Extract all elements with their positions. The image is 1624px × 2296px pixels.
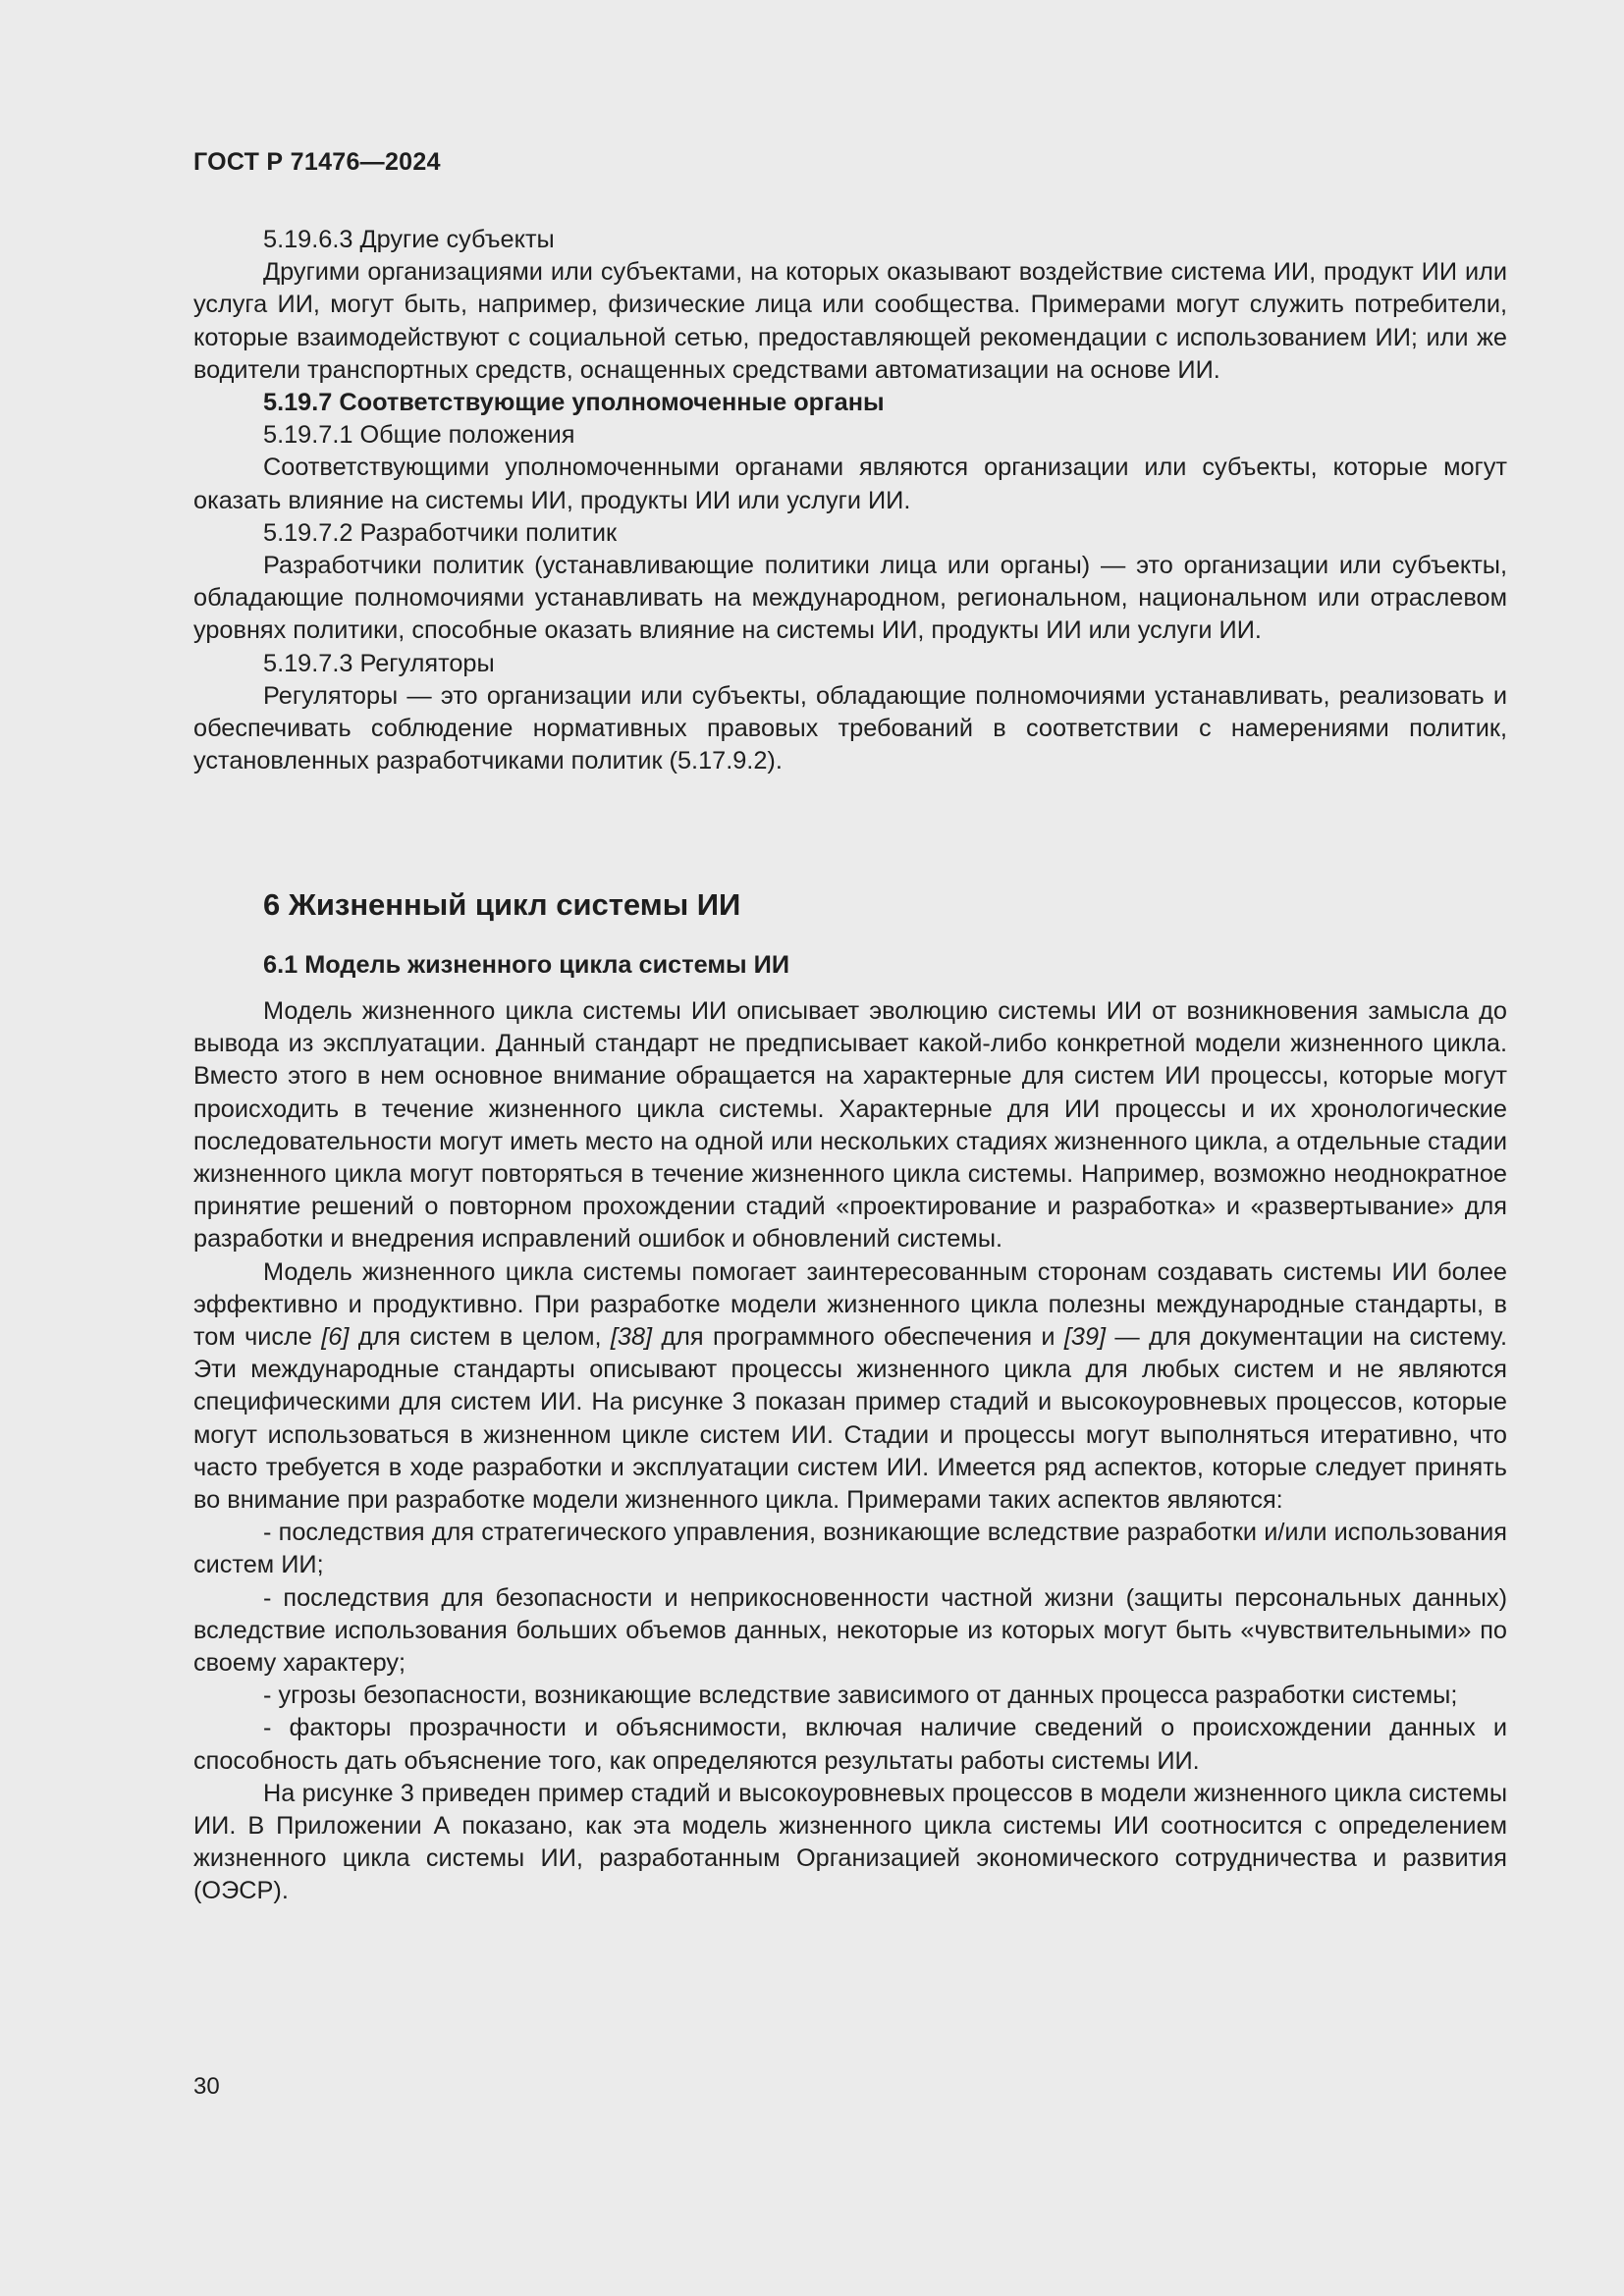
paragraph-with-references	[193, 1256, 1507, 1518]
heading-5-19-7-1: 5.19.7.1 Общие положения	[263, 421, 575, 450]
paragraph: Другими организациями или субъектами, на которых оказывают воздействие система ИИ, продукт ИИ или услуга ИИ, могут быть, например, физические лица или сообщества. Примерами могут служить потребители, которые взаимодействуют с социальной сетью, предоставляющей рекомендации с использованием ИИ; или же водители транспортных средств, оснащенных средствами автоматизации на основе ИИ.	[193, 258, 1507, 384]
list-item: - последствия для стратегического управления, возникающие вследствие разработки и/или использования систем ИИ;	[193, 1519, 1507, 1579]
paragraph-text: для систем в целом,	[349, 1323, 611, 1352]
heading-5-19-7: 5.19.7 Соответствующие уполномоченные органы	[263, 389, 885, 417]
section-6-1-title: 6.1 Модель жизненного цикла системы ИИ	[263, 951, 790, 979]
paragraph-text: — для документации на систему. Эти международные стандарты описывают процессы жизненного цикла для любых систем и не являются специфическими для систем ИИ. На рисунке 3 показан пример стадий и высокоуровневых процессов, которые могут использоваться в жизненном цикле систем ИИ. Стадии и процессы могут выполняться итеративно, что часто требуется в ходе разработки и эксплуатации систем ИИ. Имеется ряд аспектов, которые следует принять во внимание при разработке модели жизненного цикла. Примерами таких аспектов являются:	[193, 1323, 1507, 1515]
list-item: - факторы прозрачности и объяснимости, включая наличие сведений о происхождении данных и способность дать объяснение того, как определяются результаты работы системы ИИ.	[193, 1714, 1507, 1775]
reference-link[interactable]: [6]	[321, 1323, 350, 1352]
paragraph-text: для программного обеспечения и	[652, 1323, 1064, 1352]
paragraph: Регуляторы — это организации или субъекты, обладающие полномочиями устанавливать, реализовать и обеспечивать соблюдение нормативных правовых требований в соответствии с намерениями политик, установленных разработчиками политик (5.17.9.2).	[193, 681, 1507, 775]
heading-5-19-6-3: 5.19.6.3 Другие субъекты	[263, 226, 555, 253]
list-item: - угрозы безопасности, возникающие вследствие зависимого от данных процесса разработки системы;	[263, 1682, 1458, 1710]
section-6-title: 6 Жизненный цикл системы ИИ	[263, 887, 741, 922]
section-5-text	[193, 224, 1507, 777]
paragraph: Модель жизненного цикла системы ИИ описывает эволюцию системы ИИ от возникновения замысла до вывода из эксплуатации. Данный стандарт не предписывает какой-либо конкретной модели жизненного цикла. Вместо этого в нем основное внимание обращается на характерные для систем ИИ процессы, которые могут происходить в течение жизненного цикла системы. Характерные для ИИ процессы и их хронологические последовательности могут иметь место на одной или нескольких стадиях жизненного цикла, а отдельные стадии жизненного цикла могут повторяться в течение жизненного цикла системы. Например, возможно неоднократное принятие решений о повторном прохождении стадий «проектирование и разработка» и «развертывание» для разработки и внедрения исправлений ошибок и обновлений системы.	[193, 997, 1507, 1254]
paragraph: Разработчики политик (устанавливающие политики лица или органы) — это организации или субъекты, обладающие полномочиями устанавливать на международном, региональном, национальном или отраслевом уровнях политики, способные оказать влияние на системы ИИ, продукты ИИ или услуги ИИ.	[193, 552, 1507, 645]
heading-5-19-7-3: 5.19.7.3 Регуляторы	[263, 649, 495, 677]
section-6-text	[193, 995, 1507, 1908]
paragraph-text: Модель жизненного цикла системы помогает заинтересованным сторонам создавать системы ИИ более эффективно и продуктивно. При разработке модели жизненного цикла полезны международные стандарты, в том числе	[193, 1257, 1507, 1352]
page-number: 30	[193, 2073, 220, 2100]
heading-5-19-7-2: 5.19.7.2 Разработчики политик	[263, 518, 618, 547]
list-item: - последствия для безопасности и неприкосновенности частной жизни (защиты персональных данных) вследствие использования больших объемов данных, некоторые из которых могут быть «чувствительными» по своему характеру;	[193, 1583, 1507, 1678]
reference-link[interactable]: [38]	[610, 1323, 653, 1352]
reference-link[interactable]: [39]	[1063, 1323, 1107, 1352]
document-header: ГОСТ Р 71476—2024	[193, 148, 441, 176]
paragraph: На рисунке 3 приведен пример стадий и высокоуровневых процессов в модели жизненного цикла системы ИИ. В Приложении А показано, как эта модель жизненного цикла системы ИИ соотносится с определением жизненного цикла системы ИИ, разработанным Организацией экономического сотрудничества и развития (ОЭСР).	[193, 1779, 1507, 1905]
paragraph: Соответствующими уполномоченными органами являются организации или субъекты, которые могут оказать влияние на системы ИИ, продукты ИИ или услуги ИИ.	[193, 454, 1507, 514]
